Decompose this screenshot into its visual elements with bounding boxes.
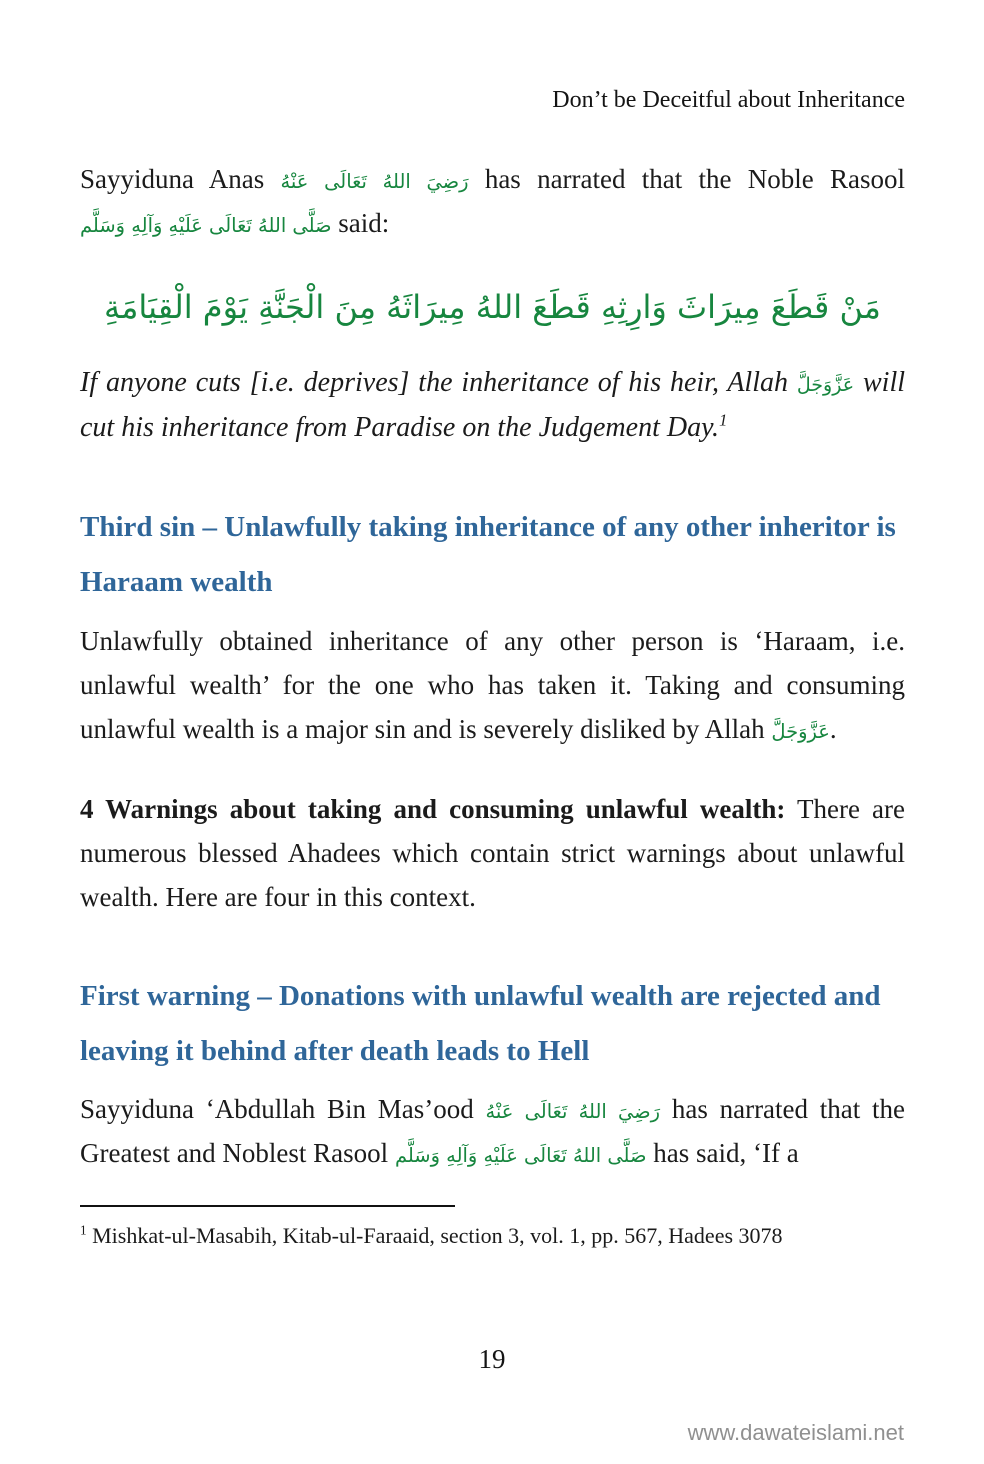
translation-text: If anyone cuts [i.e. deprives] the inheritance of his heir, Allah xyxy=(80,366,788,398)
honorific-azzawajal: عَزَّوَجَلَّ xyxy=(796,373,855,396)
section-heading-third-sin: Third sin – Unlawfully taking inheritance of any other inheritor is Haraam wealth xyxy=(80,511,896,599)
narration-text: Sayyiduna Anas xyxy=(80,163,265,194)
narration-text: has said, ‘If a xyxy=(653,1137,799,1168)
narration-text: said: xyxy=(338,207,390,238)
section-heading-first-warning: First warning – Donations with unlawful wealth are rejected and leaving it behind after death leads to Hell xyxy=(80,979,881,1067)
hadith-arabic-verse: مَنْ قَطَعَ مِيرَاثَ وَارِثِهِ قَطَعَ اللهُ مِيرَاثَهُ مِنَ الْجَنَّةِ يَوْمَ الْقِيَامَةِ xyxy=(104,287,881,326)
footnote-divider xyxy=(80,1205,455,1207)
honorific-radiallahu-anhu: رَضِيَ اللهُ تَعَالَى عَنْهُ xyxy=(280,169,469,193)
page-number: 19 xyxy=(478,1344,506,1374)
hadith-translation xyxy=(80,361,905,451)
narration-text: has narrated that the Noble Rasool xyxy=(484,163,905,194)
narration-text: Sayyiduna ‘Abdullah Bin Mas’ood xyxy=(80,1093,474,1124)
body-text: . xyxy=(829,713,837,744)
footnote-text: Mishkat-ul-Masabih, Kitab-ul-Faraaid, section 3, vol. 1, pp. 567, Hadees 3078 xyxy=(92,1222,783,1248)
honorific-radiallahu-anhu: رَضِيَ اللهُ تَعَالَى عَنْهُ xyxy=(485,1099,661,1123)
body-paragraph-haraam-wealth xyxy=(80,619,905,751)
inline-subheading-four-warnings: 4 Warnings about taking and consuming unlawful wealth: xyxy=(80,793,786,824)
narration-text: has narrated that the Greatest and Noblest Rasool xyxy=(80,1093,906,1168)
honorific-azzawajal: عَزَّوَجَلَّ xyxy=(771,719,830,743)
body-paragraph-four-warnings xyxy=(80,787,905,919)
footnote-reference: 1 xyxy=(718,410,728,430)
website-url: www.dawateislami.net xyxy=(687,1420,904,1445)
honorific-sallallahu-alayhi-wasallam: صَلَّى اللهُ تَعَالَى عَلَيْهِ وَآلِهِ وَسَلَّم xyxy=(394,1143,647,1167)
body-text: There are numerous blessed Ahadees which contain strict warnings about unlawful wealth. Here are four in this context. xyxy=(80,793,906,912)
footnote xyxy=(80,1221,905,1252)
honorific-sallallahu-alayhi-wasallam: صَلَّى اللهُ تَعَالَى عَلَيْهِ وَآلِهِ وَسَلَّم xyxy=(80,213,332,237)
narration-paragraph-anas xyxy=(80,157,905,245)
footnote-marker: 1 xyxy=(80,1222,87,1238)
narration-paragraph-ibn-masood xyxy=(80,1087,905,1175)
translation-text: will cut his inheritance from Paradise on the Judgement Day. xyxy=(80,366,905,443)
running-header: Don’t be Deceitful about Inheritance xyxy=(552,87,905,113)
body-text: Unlawfully obtained inheritance of any other person is ‘Haraam, i.e. unlawful wealth’ for the one who has taken it. Taking and consuming unlawful wealth is a major sin and is severely disliked by Allah xyxy=(80,625,905,744)
